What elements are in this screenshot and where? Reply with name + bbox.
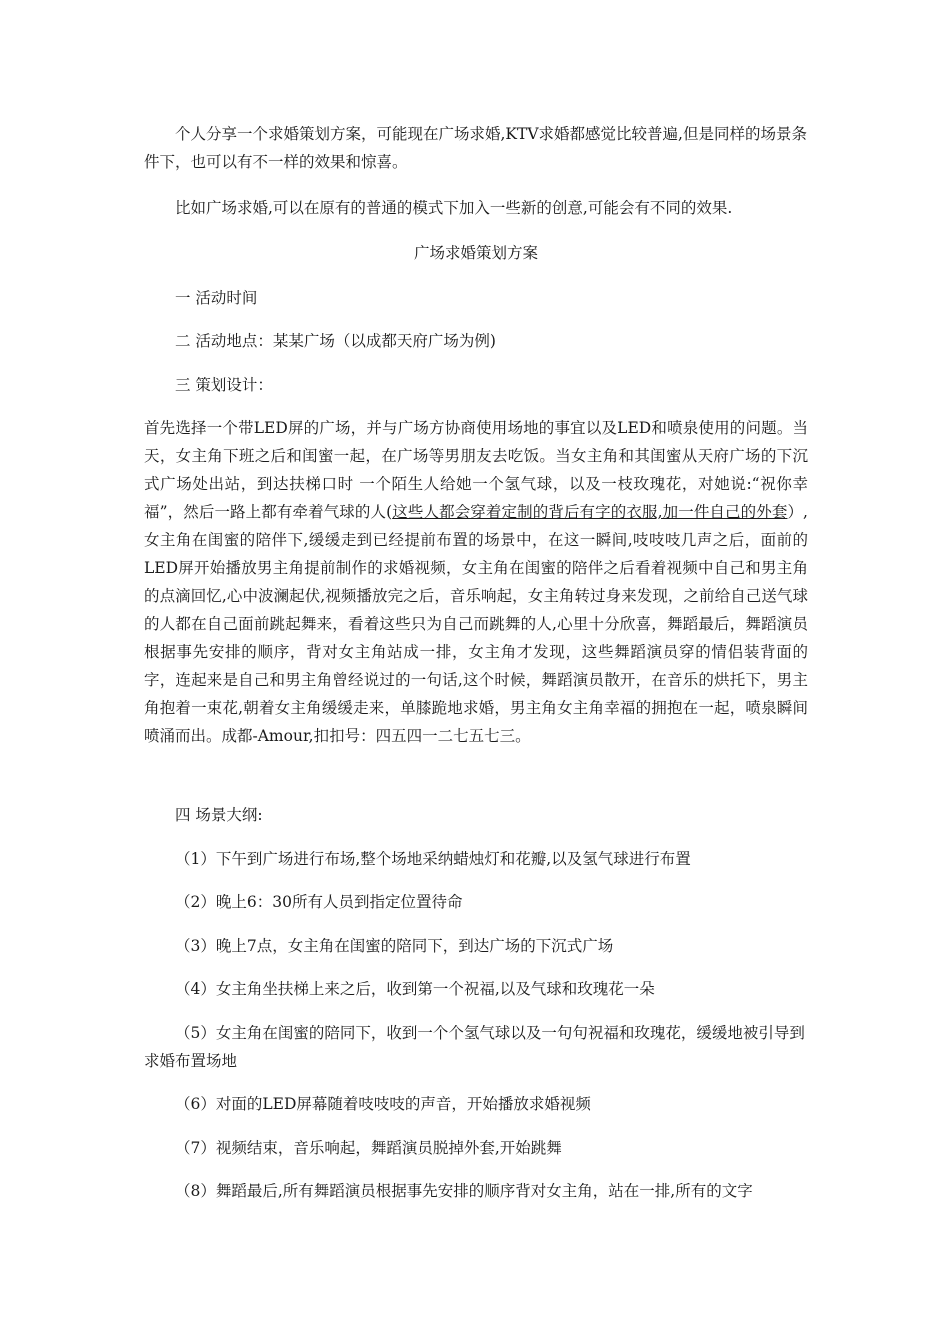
intro-paragraph-2: 比如广场求婚,可以在原有的普通的模式下加入一些新的创意,可能会有不同的效果. xyxy=(175,199,733,217)
outline-item: （6）对面的LED屏幕随着吱吱吱的声音，开始播放求婚视频 xyxy=(175,1095,591,1113)
section-place-heading: 二 活动地点：某某广场（以成都天府广场为例) xyxy=(175,332,496,350)
design-description xyxy=(144,414,808,750)
document-title: 广场求婚策划方案 xyxy=(413,244,538,262)
outline-item: （1）下午到广场进行布场,整个场地采纳蜡烛灯和花瓣,以及氢气球进行布置 xyxy=(175,850,691,868)
design-text-part-2: ）,女主角在闺蜜的陪伴下,缓缓走到已经提前布置的场景中，在这一瞬间,吱吱吱几声之后，面前的LED屏开始播放男主角提前制作的求婚视频，女主角在闺蜜的陪伴之后看着视频中自己和男主角的点滴回忆,心中波澜起伏,视频播放完之后，音乐响起，女主角转过身来发现，之前给自己送气球的人都在自己面前跳起舞来，看着这些只为自己而跳舞的人,心里十分欣喜，舞蹈最后，舞蹈演员根据事先安排的顺序，背对女主角站成一排，女主角才发现，这些舞蹈演员穿的情侣装背面的字，连起来是自己和男主角曾经说过的一句话,这个时候，舞蹈演员散开，在音乐的烘托下，男主角抱着一束花,朝着女主角缓缓走来，单膝跪地求婚，男主角女主角幸福的拥抱在一起，喷泉瞬间喷涌而出。成都-Amour,扣扣号：四五四一二七五七三。 xyxy=(144,503,808,745)
outline-item: （8）舞蹈最后,所有舞蹈演员根据事先安排的顺序背对女主角，站在一排,所有的文字 xyxy=(175,1182,753,1200)
design-text-underlined: 这些人都会穿着定制的背后有字的衣服,加一件自己的外套 xyxy=(392,503,788,521)
outline-item: （5）女主角在闺蜜的陪同下，收到一个个氢气球以及一句句祝福和玫瑰花，缓缓地被引导到求婚布置场地 xyxy=(144,1024,805,1070)
section-outline-heading: 四 场景大纲: xyxy=(175,806,263,824)
section-time-heading: 一 活动时间 xyxy=(175,289,258,307)
section-design-heading: 三 策划设计： xyxy=(175,376,273,394)
outline-item: （7）视频结束，音乐响起，舞蹈演员脱掉外套,开始跳舞 xyxy=(175,1139,562,1157)
outline-item: （4）女主角坐扶梯上来之后，收到第一个祝福,以及气球和玫瑰花一朵 xyxy=(175,980,655,998)
design-text-part-1: 首先选择一个带LED屏的广场，并与广场方协商使用场地的事宜以及LED和喷泉使用的问题。当天，女主角下班之后和闺蜜一起，在广场等男朋友去吃饭。当女主角和其闺蜜从天府广场的下沉式广场处出站，到达扶梯口时 一个陌生人给她一个氢气球，以及一枝玫瑰花，对她说:“祝你幸福”，然后一路上都有牵着气球的人( xyxy=(144,419,808,521)
outline-item: （2）晚上6：30所有人员到指定位置待命 xyxy=(175,893,463,911)
outline-item: （3）晚上7点，女主角在闺蜜的陪同下，到达广场的下沉式广场 xyxy=(175,937,614,955)
intro-paragraph-1: 个人分享一个求婚策划方案，可能现在广场求婚,KTV求婚都感觉比较普遍,但是同样的场景条件下，也可以有不一样的效果和惊喜。 xyxy=(144,125,807,171)
